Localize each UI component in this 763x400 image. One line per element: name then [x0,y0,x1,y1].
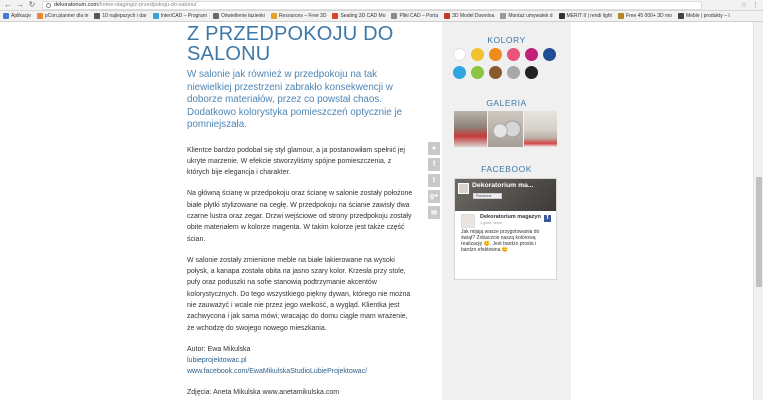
color-swatch[interactable] [471,48,484,61]
share-bar [428,142,440,219]
sidebar [442,22,571,400]
scrollbar[interactable] [753,22,763,400]
photo-credit: Zdjęcia: Aneta Mikulska www.anetamikulska.com [187,388,340,396]
bookmark-favicon-icon [37,13,43,19]
gallery-image[interactable] [524,111,557,147]
color-swatch[interactable] [489,48,502,61]
bookmark-label: 10 najlepszych i dar [102,13,147,19]
bookmark-favicon-icon [332,13,338,19]
article-paragraph: Klientce bardzo podobał się styl glamour, a ja postanowiłam spełnić jej ukryte marzenie. W efekcie stworzyliśmy spójne pomieszczenia, z których bije elegancja i charakter. [187,146,405,177]
comment-icon[interactable]: ● [428,142,440,155]
page-content [0,22,763,400]
color-swatch[interactable] [507,48,520,61]
twitter-icon[interactable]: t [428,174,440,187]
gallery [454,111,557,147]
color-swatches [453,48,556,79]
color-swatch[interactable] [489,66,502,79]
bookmark-favicon-icon [678,13,684,19]
bookmark-item[interactable] [332,13,385,19]
bookmark-label: Seating 3D CAD Mo [340,13,386,19]
bookmark-label: Aplikacje [11,13,32,19]
colors-heading: KOLORY [487,35,526,45]
author-block [187,344,413,377]
bookmark-item[interactable] [153,13,207,19]
bookmark-item[interactable] [3,13,31,19]
article-body [187,145,413,398]
article-paragraph: Na główną ścianę w przedpokoju oraz ścianę w salonie zostały położone białe płytki stylizowane na cegłę. W przedpokoju na ścianie zawisły dwa czarne lustra oraz zegar. Drzwi wejściowe od strony przedpokoju zostały obite materiałem w kolorze magenta. W takim kolorze jest także część ścian. [187,190,413,243]
bookmark-label: Pliki CAD – Porta [399,13,439,19]
email-icon[interactable]: ✉ [428,206,440,219]
gallery-heading: GALERIA [486,98,527,108]
post-time: 1 godz. temu [480,220,502,225]
facebook-like-button[interactable]: Polubione [473,193,502,199]
facebook-widget[interactable] [454,178,557,280]
bookmark-item[interactable] [94,13,146,19]
bookmark-item[interactable] [444,13,494,19]
page-avatar [458,183,469,194]
color-swatch[interactable] [453,48,466,61]
bookmark-label: Free 45 000+ 3D mo [625,13,672,19]
bookmark-favicon-icon [391,13,397,19]
color-swatch[interactable] [543,48,556,61]
author-site-link[interactable]: lubieprojektowac.pl [187,356,247,364]
url-input[interactable] [42,1,702,10]
gallery-image[interactable] [488,111,523,147]
bookmark-favicon-icon [500,13,506,19]
bookmark-label: Resources – Free 3D [278,13,327,19]
article-lead: W salonie jak również w przedpokoju na tak niewielkiej przestrzeni zabrakło konsekwencji w doborze materiałów, przez co powstał chaos. Dodatkowo kolorystyka pomieszczeń optycznie je pomniejszała. [187,69,403,130]
bookmark-favicon-icon [618,13,624,19]
bookmark-label: Oświetlenie łazienki [221,13,265,19]
bookmark-item[interactable] [37,13,88,19]
color-swatch[interactable] [525,48,538,61]
bookmark-item[interactable] [678,13,730,19]
url-path: /home-staging/z-przedpokoju-do-salonu/ [98,2,197,8]
bookmark-label: Meble | produkty – I [685,13,730,19]
article-title: Z PRZEDPOKOJU DO SALONU [187,23,394,65]
bookmark-label: Montaż umywalek d [508,13,553,19]
bookmark-label: pCon.planner dla in [45,13,89,19]
menu-icon[interactable]: ⋮ [752,2,759,9]
back-icon[interactable]: ← [4,0,12,9]
article-paragraph: W salonie zostały zmienione meble na białe lakierowane na wysoki połysk, a kanapa została obita na jasno szary kolor. Krzesła przy stole, pufy oraz poduszki na sofie stanowią podtrzymanie akcentów kolorystycznych. Do tego wszystkiego piękny dywan, którego nie można nie zauważyć i wcale nie przez jego wielkość, a wygląd. Klientka jest zachwycona i jak sama mówi; wracając do domu ciągle mam wrażenie, że wchodzę do swojego nowego mieszkania. [187,256,411,332]
bookmark-label: InteriCAD – Program [160,13,207,19]
bookmark-item[interactable] [500,13,552,19]
post-text: Jak mijają wasze przygotowania do świąt? Zobaczcie naszą kolorową realizację 😊. Jest bardzo prosta i bardzo efektowna 😊 [461,228,540,253]
author-facebook-link[interactable]: www.facebook.com/EwaMikulskaStudioLubieProjektowac/ [187,367,368,375]
bookmark-item[interactable] [391,13,438,19]
star-icon[interactable]: ☆ [740,2,747,9]
color-swatch[interactable] [471,66,484,79]
bookmark-item[interactable] [559,13,612,19]
facebook-icon[interactable]: f [428,158,440,171]
address-bar [0,0,763,11]
forward-icon[interactable]: → [16,0,24,9]
bookmark-label: MERIT II | rendi light [566,13,612,19]
article [187,24,427,398]
bookmark-favicon-icon [271,13,277,19]
color-swatch[interactable] [525,66,538,79]
color-swatch[interactable] [507,66,520,79]
color-swatch[interactable] [453,66,466,79]
info-icon[interactable] [46,3,51,8]
facebook-page-name[interactable]: Dekoratorium ma... [472,182,534,189]
bookmark-favicon-icon [444,13,450,19]
post-author[interactable]: Dekoratorium magazyn [480,214,541,220]
bookmark-item[interactable] [271,13,327,19]
facebook-cover [455,179,556,211]
bookmark-label: 3D Model Downloa [452,13,495,19]
facebook-post [455,211,556,256]
google-plus-icon[interactable]: g+ [428,190,440,203]
gallery-image[interactable] [454,111,487,147]
bookmark-favicon-icon [559,13,565,19]
bookmark-favicon-icon [213,13,219,19]
author-name: Autor: Ewa Mikulska [187,345,251,353]
facebook-heading: FACEBOOK [481,164,532,174]
bookmarks-bar [0,11,763,22]
scrollbar-thumb[interactable] [756,177,762,287]
bookmark-item[interactable] [618,13,672,19]
post-avatar [461,214,475,228]
bookmark-favicon-icon [94,13,100,19]
bookmark-favicon-icon [153,13,159,19]
bookmark-favicon-icon [3,13,9,19]
nav-buttons [0,0,36,10]
bookmark-item[interactable] [213,13,265,19]
reload-icon[interactable]: ↻ [28,0,36,9]
url-host: dekoratorium.com [54,2,99,8]
facebook-logo-icon: f [544,215,551,222]
